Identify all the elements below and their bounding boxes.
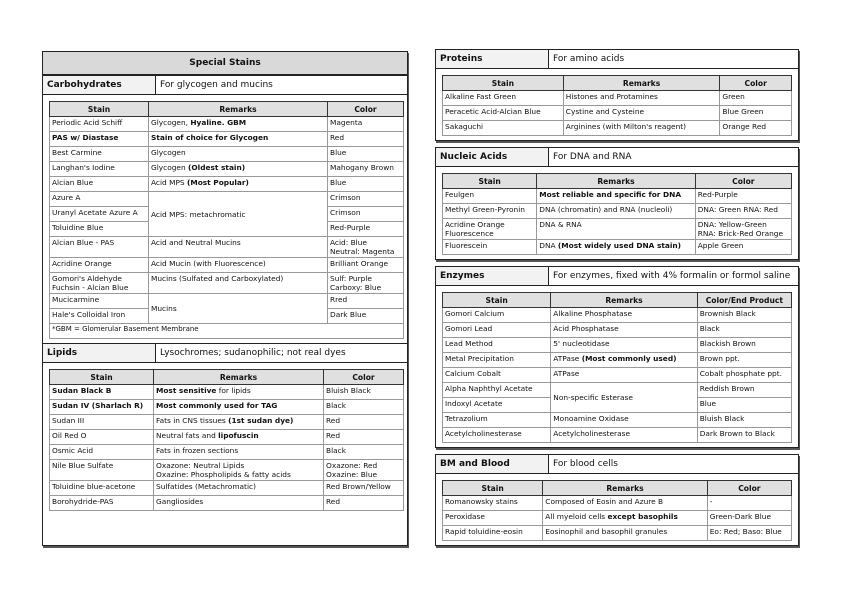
col-color: Color [328,102,404,117]
color-cell: Blue [328,177,404,192]
remarks-cell: Mucins (Sulfated and Carboxylated) [149,273,328,294]
table-row [50,496,404,511]
color-cell: Oxazone: Red Oxazine: Blue [324,460,404,481]
table-row [50,430,404,445]
stain-cell: Sakaguchi [443,121,564,136]
stain-cell: Calcium Cobalt [443,368,551,383]
table-row [50,481,404,496]
table-row [50,147,404,162]
table-row [50,294,404,309]
remarks-cell: Gangliosides [154,496,324,511]
section-name: Lipids [43,344,156,362]
color-cell: Red-Purple [328,222,404,237]
remarks-cell: Acid Mucin (with Fluorescence) [149,258,328,273]
stain-cell: Osmic Acid [50,445,154,460]
stain-cell: Indoxyl Acetate [443,398,551,413]
remarks-cell: Glycogen [149,147,328,162]
stain-cell: Oil Red O [50,430,154,445]
col-stain: Stain [443,76,564,91]
stain-cell: Alkaline Fast Green [443,91,564,106]
section-name: Enzymes [436,267,549,285]
table-row [443,353,792,368]
color-cell: Apple Green [695,240,791,255]
color-cell: Sulf: Purple Carboxy: Blue [328,273,404,294]
col-color: Color [324,370,404,385]
table-row [443,428,792,443]
color-cell: Acid: Blue Neutral: Magenta [328,237,404,258]
stain-cell: Rapid toluidine-eosin [443,526,543,541]
table-row [443,204,792,219]
stain-cell: Gomori's Aldehyde Fuchsin - Alcian Blue [50,273,149,294]
section-desc: For glycogen and mucins [160,80,273,90]
color-cell: Crimson [328,192,404,207]
remarks-cell: All myeloid cells except basophils [543,511,707,526]
table-row [50,385,404,400]
table-row [443,106,792,121]
table-row [50,117,404,132]
table-row [443,413,792,428]
stain-cell: Best Carmine [50,147,149,162]
stain-cell: Fluorescein [443,240,537,255]
section-desc: For amino acids [553,54,625,64]
stain-cell: Toluidine blue-acetone [50,481,154,496]
col-stain: Stain [443,293,551,308]
color-cell: Red [328,132,404,147]
remarks-cell: Neutral fats and lipofuscin [154,430,324,445]
remarks-cell: Histones and Protamines [563,91,720,106]
stain-cell: Sudan III [50,415,154,430]
section-desc: For DNA and RNA [553,152,632,162]
stain-cell: Langhan's Iodine [50,162,149,177]
table-row [443,338,792,353]
stain-cell: Tetrazolium [443,413,551,428]
col-remarks: Remarks [543,481,707,496]
col-remarks: Remarks [551,293,697,308]
remarks-cell: Most sensitive for lipids [154,385,324,400]
color-cell: Orange Red [720,121,792,136]
color-cell: - [707,496,791,511]
table-row [50,415,404,430]
color-cell: Dark Brown to Black [697,428,791,443]
stain-cell: Acridine Orange [50,258,149,273]
stain-cell: Methyl Green-Pyronin [443,204,537,219]
stain-cell: Lead Method [443,338,551,353]
remarks-cell: Sulfatides (Metachromatic) [154,481,324,496]
color-cell: Red [324,415,404,430]
blood-header [436,455,798,474]
remarks-cell: 5' nucleotidase [551,338,697,353]
color-cell: Blue [328,147,404,162]
color-cell: Reddish Brown [697,383,791,398]
remarks-cell: Most commonly used for TAG [154,400,324,415]
nucleic-header [436,148,798,167]
table-row [50,445,404,460]
stain-cell: Acridine Orange Fluorescence [443,219,537,240]
col-color: Color [707,481,791,496]
color-cell: Black [697,323,791,338]
color-cell: Magenta [328,117,404,132]
table-row [50,460,404,481]
remarks-cell: DNA (Most widely used DNA stain) [537,240,695,255]
remarks-cell: Fats in CNS tissues (1st sudan dye) [154,415,324,430]
stain-cell: Acetylcholinesterase [443,428,551,443]
enzymes-header [436,267,798,286]
stain-cell: PAS w/ Diastase [50,132,149,147]
table-note [50,324,404,339]
stain-cell: Mucicarmine [50,294,149,309]
color-cell: Green [720,91,792,106]
blood-table [442,480,792,541]
stain-cell: Toluidine Blue [50,222,149,237]
color-cell: Mahogany Brown [328,162,404,177]
col-stain: Stain [50,102,149,117]
col-remarks: Remarks [537,174,695,189]
stain-cell: Gomori Calcium [443,308,551,323]
lipids-header [43,343,407,363]
color-cell: Green-Dark Blue [707,511,791,526]
stain-cell: Peracetic Acid-Alcian Blue [443,106,564,121]
carbohydrates-table [49,101,404,339]
page-title: Special Stains [43,52,407,75]
color-cell: Dark Blue [328,309,404,324]
table-row [443,323,792,338]
remarks-cell: Fats in frozen sections [154,445,324,460]
color-cell: Blue [697,398,791,413]
right-column [435,49,799,546]
col-stain: Stain [50,370,154,385]
remarks-cell: Mucins [149,294,328,324]
remarks-cell: Acid and Neutral Mucins [149,237,328,258]
remarks-cell: Arginines (with Milton's reagent) [563,121,720,136]
remarks-cell: Most reliable and specific for DNA [537,189,695,204]
remarks-cell: ATPase (Most commonly used) [551,353,697,368]
col-stain: Stain [443,174,537,189]
col-remarks: Remarks [149,102,328,117]
remarks-cell: Eosinophil and basophil granules [543,526,707,541]
stain-cell: Sudan Black B [50,385,154,400]
col-stain: Stain [443,481,543,496]
table-row [443,511,792,526]
blood-section [435,454,799,546]
table-row [50,162,404,177]
table-row [443,526,792,541]
section-desc: Lysochromes; sudanophilic; not real dyes [160,348,346,358]
color-cell: Eo: Red; Baso: Blue [707,526,791,541]
stain-cell: Alcian Blue - PAS [50,237,149,258]
stain-cell: Peroxidase [443,511,543,526]
color-cell: Blue Green [720,106,792,121]
proteins-section [435,49,799,141]
table-row [50,177,404,192]
stain-cell: Nile Blue Sulfate [50,460,154,481]
enzymes-table [442,292,792,443]
lipids-table [49,369,404,511]
col-color: Color [695,174,791,189]
stain-cell: Alpha Naphthyl Acetate [443,383,551,398]
stain-cell: Metal Precipitation [443,353,551,368]
proteins-header [436,50,798,69]
table-row [443,383,792,398]
stain-cell: Uranyl Acetate Azure A [50,207,149,222]
color-cell: Black [324,400,404,415]
remarks-cell: Acid Phosphatase [551,323,697,338]
table-row [50,273,404,294]
table-row [443,368,792,383]
color-cell: DNA: Green RNA: Red [695,204,791,219]
remarks-cell: Glycogen, Hyaline. GBM [149,117,328,132]
color-cell: Brownish Black [697,308,791,323]
section-name: BM and Blood [436,455,549,473]
remarks-cell: DNA & RNA [537,219,695,240]
table-row [443,121,792,136]
table-row [443,496,792,511]
color-cell: Red [324,430,404,445]
color-cell: Rred [328,294,404,309]
color-cell: Brown ppt. [697,353,791,368]
stain-cell: Feulgen [443,189,537,204]
color-cell: Bluish Black [324,385,404,400]
color-cell: Crimson [328,207,404,222]
color-cell: Black [324,445,404,460]
enzymes-section [435,266,799,448]
section-desc: For blood cells [553,459,618,469]
remarks-cell: Acetylcholinesterase [551,428,697,443]
remarks-cell: DNA (chromatin) and RNA (nucleoli) [537,204,695,219]
carbohydrates-header [43,75,407,95]
col-remarks: Remarks [154,370,324,385]
stain-cell: Alcian Blue [50,177,149,192]
remarks-cell: Acid MPS (Most Popular) [149,177,328,192]
remarks-cell: Cystine and Cysteine [563,106,720,121]
stain-cell: Gomori Lead [443,323,551,338]
section-name: Nucleic Acids [436,148,549,166]
table-row [50,258,404,273]
table-row [50,237,404,258]
col-remarks: Remarks [563,76,720,91]
remarks-cell: Composed of Eosin and Azure B [543,496,707,511]
gbm-note: *GBM = Glomerular Basement Membrane [50,324,404,339]
col-color: Color [720,76,792,91]
table-row [443,189,792,204]
table-row [443,219,792,240]
color-cell: Brilliant Orange [328,258,404,273]
color-cell: Red [324,496,404,511]
section-name: Proteins [436,50,549,68]
remarks-cell: Acid MPS: metachromatic [149,192,328,237]
stain-cell: Azure A [50,192,149,207]
table-row [443,240,792,255]
table-row [50,132,404,147]
nucleic-table [442,173,792,255]
col-color-end: Color/End Product [697,293,791,308]
stain-cell: Hale's Colloidal Iron [50,309,149,324]
stain-cell: Romanowsky stains [443,496,543,511]
color-cell: Red-Purple [695,189,791,204]
left-column [42,51,408,546]
remarks-cell: Non-specific Esterase [551,383,697,413]
stain-cell: Sudan IV (Sharlach R) [50,400,154,415]
remarks-cell: ATPase [551,368,697,383]
proteins-table [442,75,792,136]
section-name: Carbohydrates [43,76,156,94]
color-cell: Cobalt phosphate ppt. [697,368,791,383]
stain-cell: Borohydride-PAS [50,496,154,511]
color-cell: DNA: Yellow-Green RNA: Brick-Red Orange [695,219,791,240]
color-cell: Blackish Brown [697,338,791,353]
table-row [50,400,404,415]
remarks-cell: Glycogen (Oldest stain) [149,162,328,177]
remarks-cell: Alkaline Phosphatase [551,308,697,323]
stain-cell: Periodic Acid Schiff [50,117,149,132]
remarks-cell: Monoamine Oxidase [551,413,697,428]
table-row [50,192,404,207]
color-cell: Red Brown/Yellow [324,481,404,496]
table-row [443,91,792,106]
remarks-cell: Stain of choice for Glycogen [149,132,328,147]
remarks-cell: Oxazone: Neutral Lipids Oxazine: Phospholipids & fatty acids [154,460,324,481]
color-cell: Bluish Black [697,413,791,428]
section-desc: For enzymes, fixed with 4% formalin or formol saline [553,271,791,281]
table-row [443,308,792,323]
nucleic-section [435,147,799,260]
